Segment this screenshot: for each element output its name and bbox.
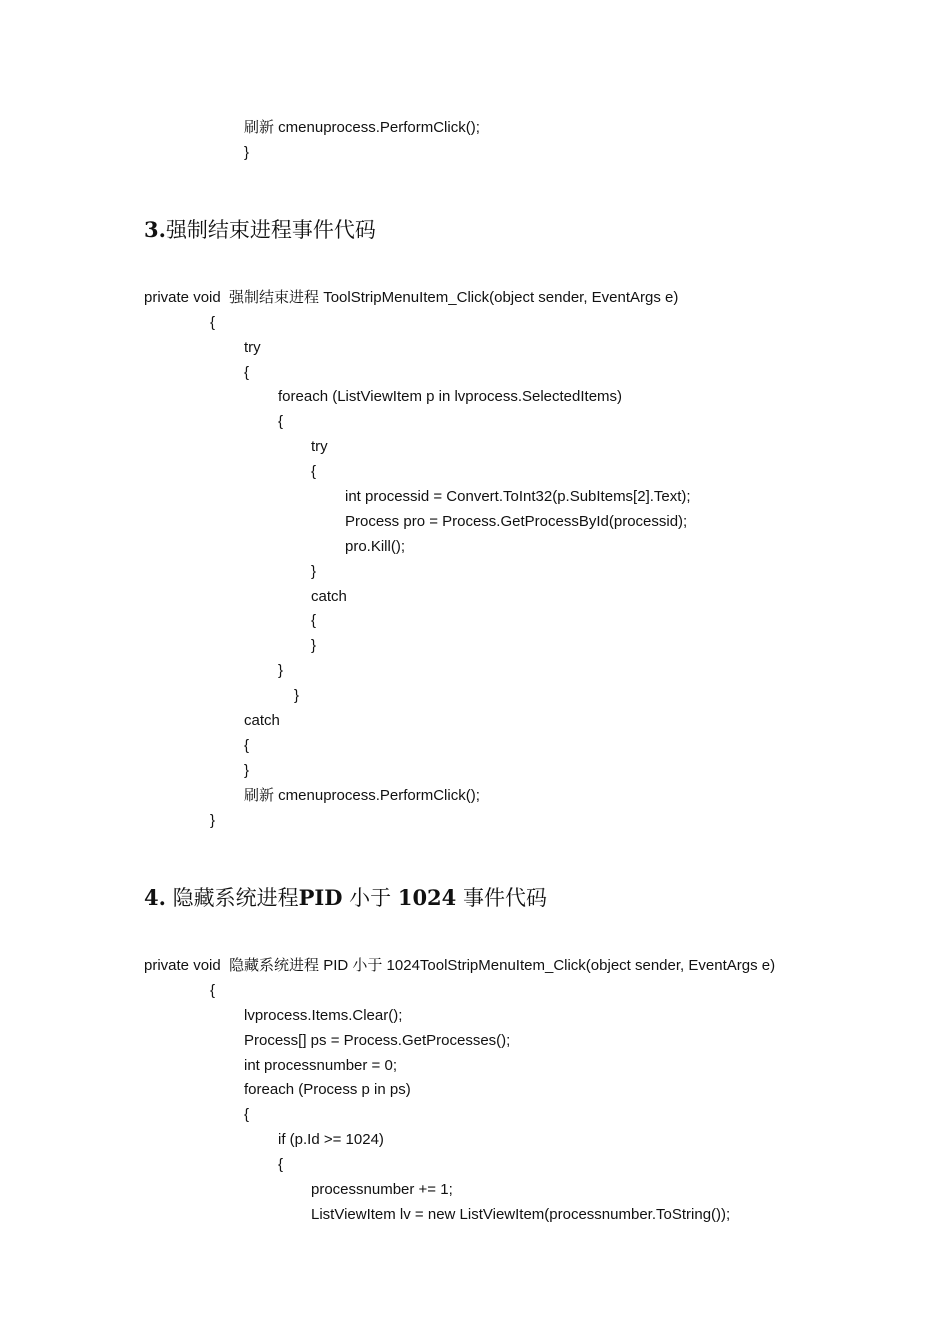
code-line: try (244, 339, 261, 356)
code-line: { (311, 612, 317, 629)
code-line: { (278, 413, 284, 430)
code-line: } (278, 662, 284, 679)
code-line: 刷新 cmenuprocess.PerformClick(); (244, 119, 480, 136)
code-line: lvprocess.Items.Clear(); (244, 1007, 403, 1024)
section-4-title-part: 小于 (349, 886, 392, 910)
code-line: { (210, 314, 216, 331)
code-line: { (278, 1156, 284, 1173)
code-line: } (294, 687, 300, 704)
code-line: } (244, 762, 250, 779)
code-line: Process pro = Process.GetProcessById(processid); (345, 513, 688, 530)
code-line: processnumber += 1; (311, 1181, 453, 1198)
code-line: { (244, 737, 250, 754)
code-line: if (p.Id >= 1024) (278, 1131, 384, 1148)
section-3-heading (144, 216, 376, 244)
code-line: } (311, 637, 317, 654)
code-line: catch (311, 588, 347, 605)
code-line: private void 强制结束进程 ToolStripMenuItem_Click(object sender, EventArgs e) (144, 289, 679, 306)
section-3-title: 强制结束进程事件代码 (165, 218, 376, 242)
code-line: } (311, 563, 317, 580)
code-line: try (311, 438, 328, 455)
code-line: { (244, 364, 250, 381)
code-line: 刷新 cmenuprocess.PerformClick(); (244, 787, 480, 804)
code-line: Process[] ps = Process.GetProcesses(); (244, 1032, 511, 1049)
code-line: { (210, 982, 216, 999)
section-3-number: 3. (144, 217, 166, 242)
code-line: } (210, 812, 216, 829)
section-4-heading (144, 884, 547, 912)
code-line: foreach (ListViewItem p in lvprocess.SelectedItems) (278, 388, 623, 405)
code-line: catch (244, 712, 280, 729)
code-line: pro.Kill(); (345, 538, 406, 555)
code-line: foreach (Process p in ps) (244, 1081, 411, 1098)
section-4-number: 4. (144, 885, 166, 910)
code-line: } (244, 144, 250, 161)
code-line: { (244, 1106, 250, 1123)
code-line: int processnumber = 0; (244, 1057, 397, 1074)
code-line: int processid = Convert.ToInt32(p.SubItems[2].Text); (345, 488, 691, 505)
code-line: private void 隐藏系统进程 PID 小于 1024ToolStripMenuItem_Click(object sender, EventArgs e) (144, 957, 776, 974)
section-4-pid: PID (298, 885, 343, 910)
section-4-number-1024: 1024 (397, 885, 457, 910)
code-line: { (311, 463, 317, 480)
section-4-title-part: 隐藏系统进程 (172, 886, 299, 910)
section-4-title-part: 事件代码 (462, 886, 547, 910)
code-line: ListViewItem lv = new ListViewItem(processnumber.ToString()); (311, 1206, 731, 1223)
